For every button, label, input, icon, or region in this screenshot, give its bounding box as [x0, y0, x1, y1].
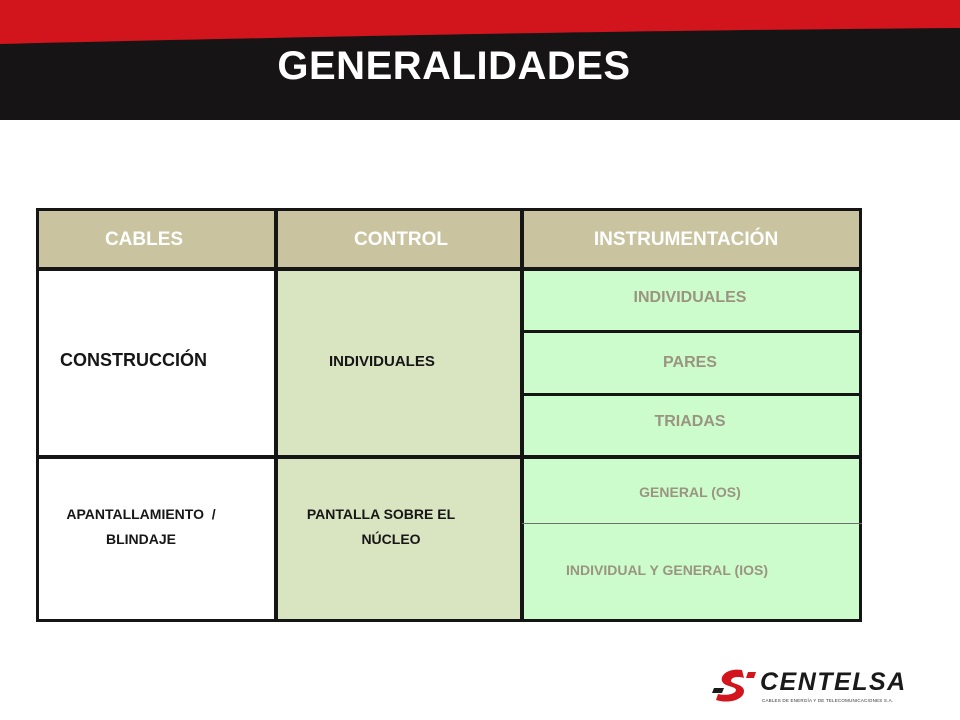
row-label-apantallamiento-line2: BLINDAJE: [105, 531, 176, 547]
row-label-apantallamiento-line1: APANTALLAMIENTO /: [66, 506, 216, 522]
header-cell-cables: [36, 210, 276, 270]
instr-subdivider-3: [522, 523, 862, 524]
instr-general-os: GENERAL (OS): [639, 484, 741, 500]
header-row-divider: [36, 267, 862, 271]
column-divider-1: [274, 208, 278, 622]
instr-subdivider-2: [522, 393, 862, 396]
instr-individual-general-ios: INDIVIDUAL Y GENERAL (IOS): [566, 562, 768, 578]
table-border-bottom: [36, 619, 862, 622]
control-column-body: [276, 270, 522, 622]
title-banner: [0, 0, 960, 120]
header-cell-instrumentacion: [522, 210, 862, 270]
instr-pares: PARES: [663, 354, 717, 371]
header-label-control: CONTROL: [354, 229, 448, 250]
row-divider: [36, 455, 862, 459]
cables-column-body: [36, 270, 276, 622]
instr-triadas: TRIADAS: [654, 413, 726, 430]
control-apantallamiento-line2: NÚCLEO: [361, 531, 421, 547]
header-cell-control: [276, 210, 522, 270]
page-title: GENERALIDADES: [277, 44, 631, 88]
header-red-swoosh: [0, 0, 960, 46]
logo-tagline: CABLES DE ENERGÍA Y DE TELECOMUNICACIONES S.A.: [762, 698, 894, 703]
logo-wordmark: CENTELSA: [760, 668, 907, 696]
instr-subdivider-1: [522, 330, 862, 333]
column-divider-2: [520, 208, 524, 622]
header-label-cables: CABLES: [104, 229, 184, 250]
centelsa-s-icon: [712, 666, 760, 706]
instr-individuales: INDIVIDUALES: [633, 289, 747, 306]
table-border-top: [36, 208, 862, 211]
row-label-construccion: CONSTRUCCIÓN: [60, 350, 207, 370]
centelsa-logo: [712, 664, 912, 710]
control-apantallamiento-line1: PANTALLA SOBRE EL: [306, 506, 456, 522]
control-construccion-value: INDIVIDUALES: [329, 353, 435, 370]
header-label-instrumentacion: INSTRUMENTACIÓN: [593, 229, 779, 250]
